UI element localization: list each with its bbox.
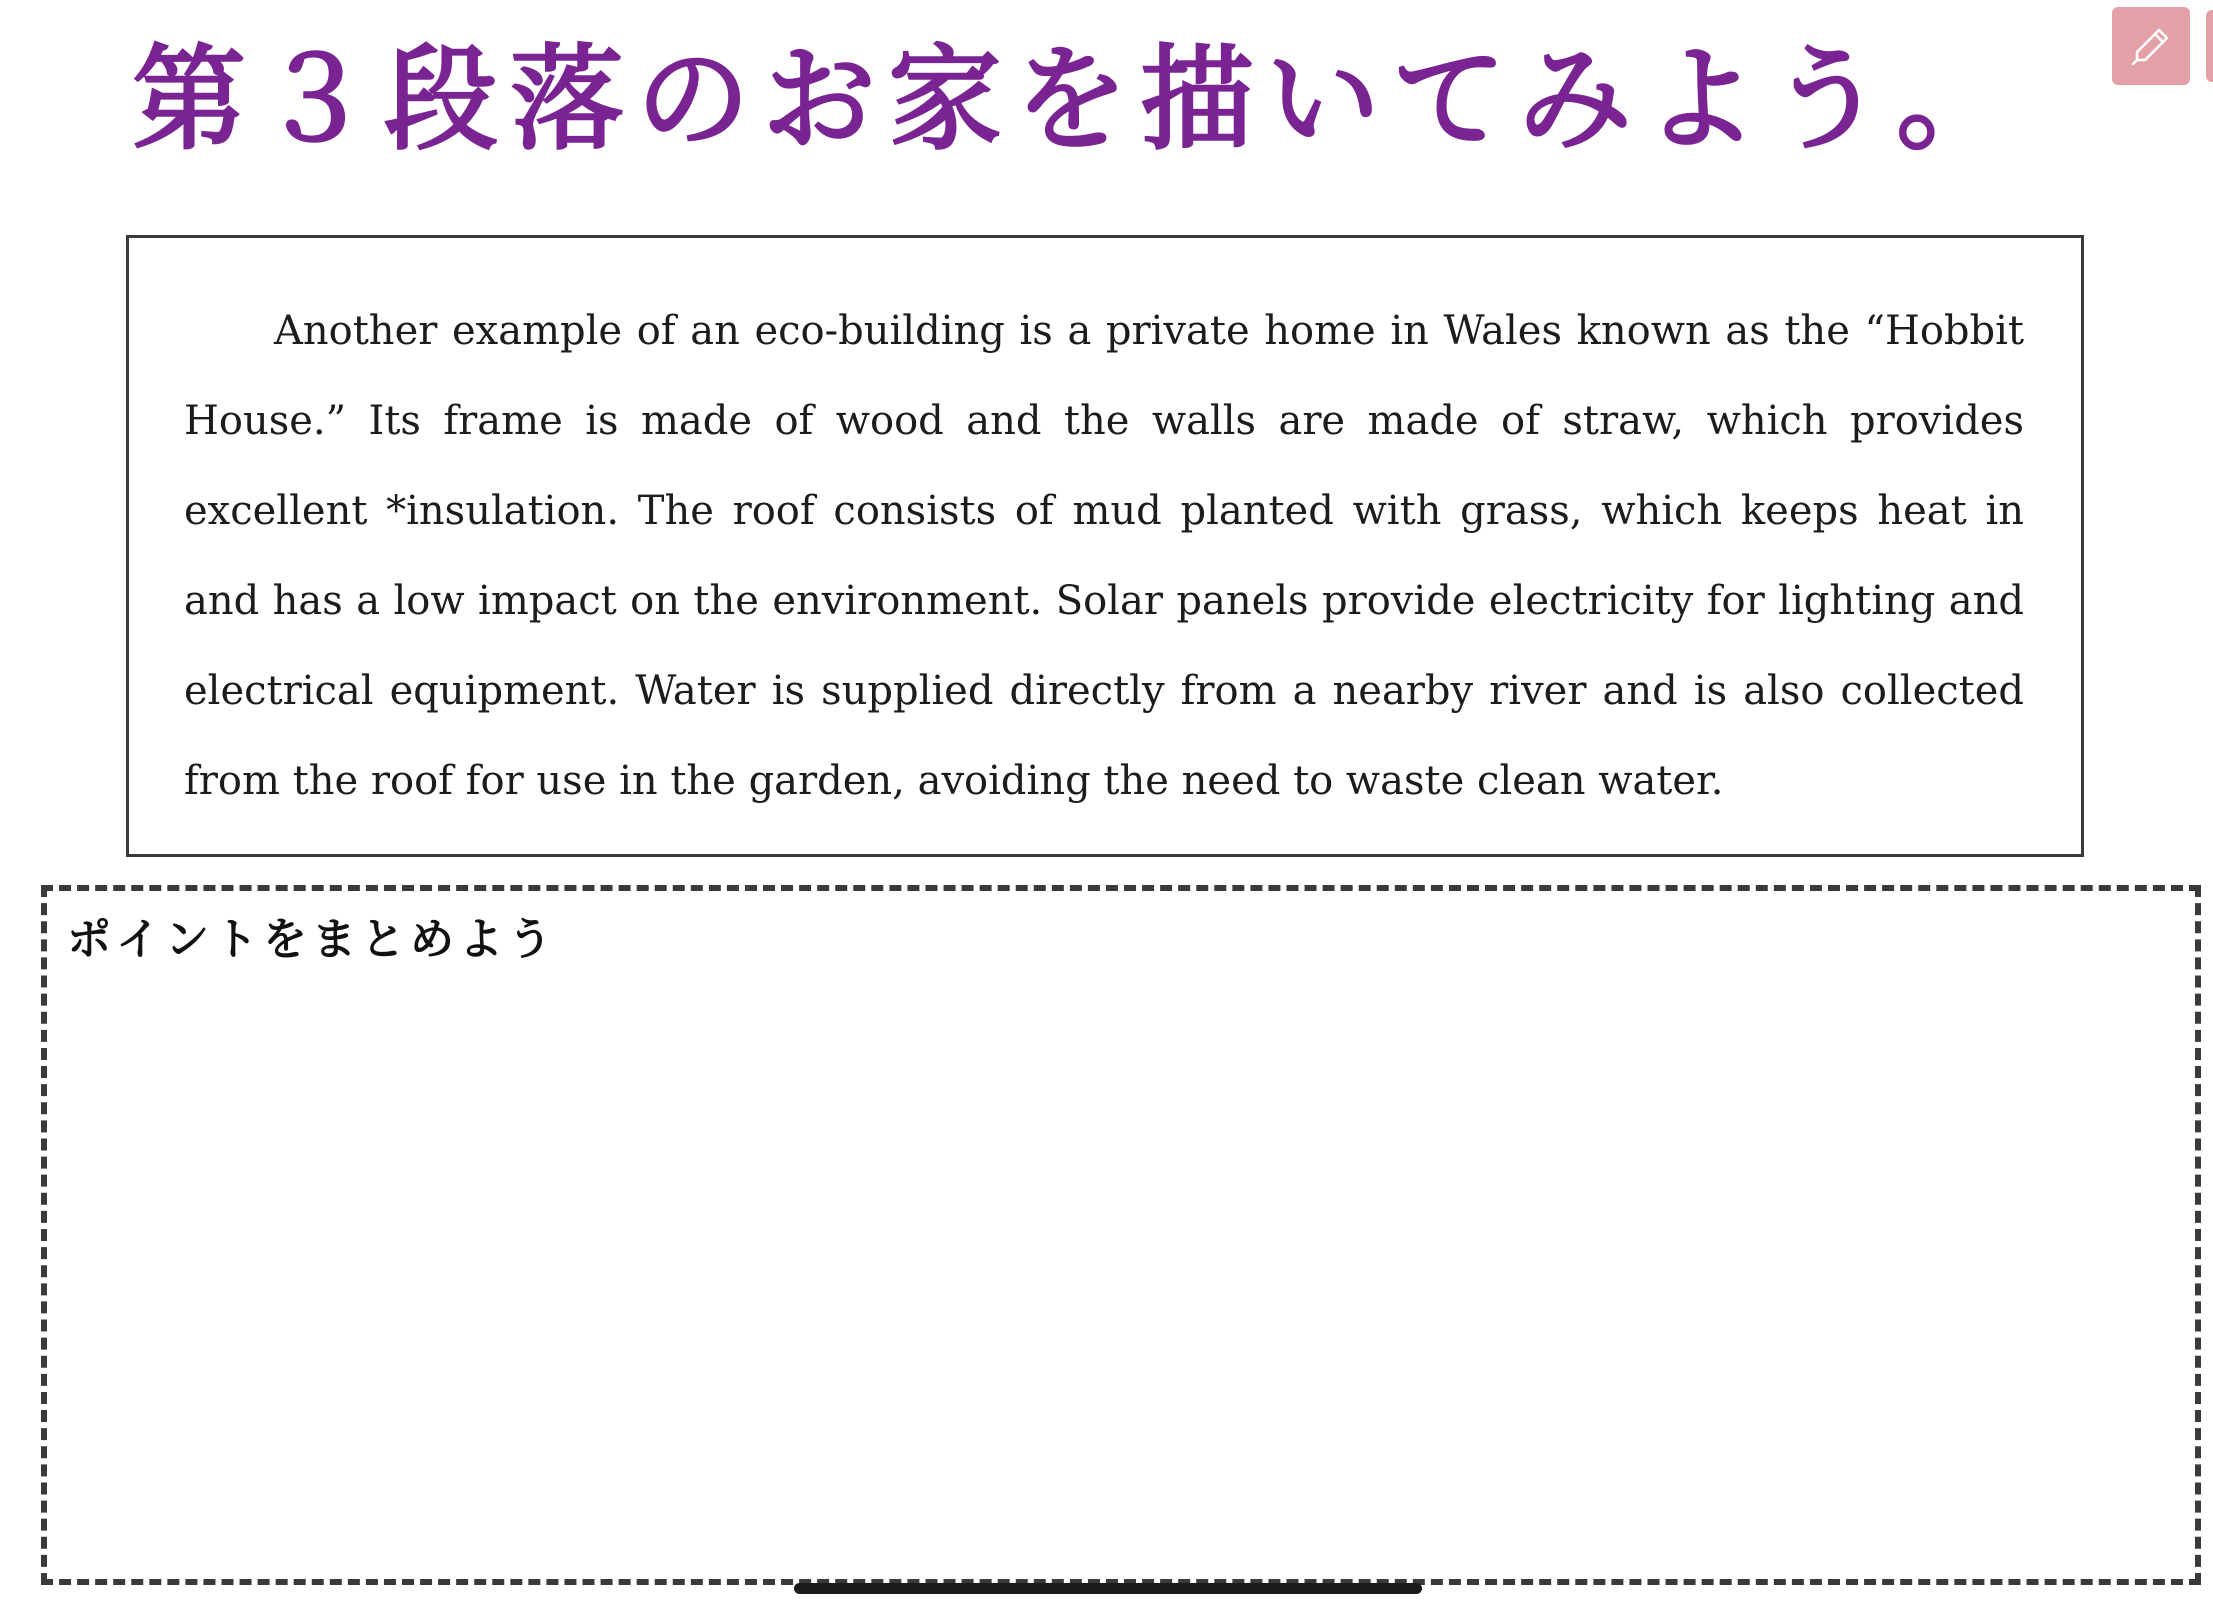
passage-text: Another example of an eco-building is a private home in Wales known as the “Hobbit House.” Its frame is made of wood and the walls are made of straw, which provides excellent *insulation. The roof consists of mud planted with grass, which keeps heat in and has a low impact on the environment. Solar panels provide electricity for lighting and electrical equipment. Water is supplied directly from a nearby river and is also collected from the roof for use in the garden, avoiding the need to waste clean water.	[184, 308, 2024, 804]
pen-icon	[2129, 24, 2173, 68]
summary-label: ポイントをまとめよう	[67, 914, 557, 965]
page-title: 第３段落のお家を描いてみよう。	[132, 33, 2023, 166]
pen-tool-button[interactable]	[2112, 7, 2190, 85]
summary-writing-area[interactable]	[67, 981, 2175, 1559]
reading-passage-box	[126, 235, 2084, 857]
side-panel-tab[interactable]	[2206, 10, 2213, 82]
home-indicator[interactable]	[794, 1583, 1422, 1594]
summary-box	[41, 885, 2201, 1585]
